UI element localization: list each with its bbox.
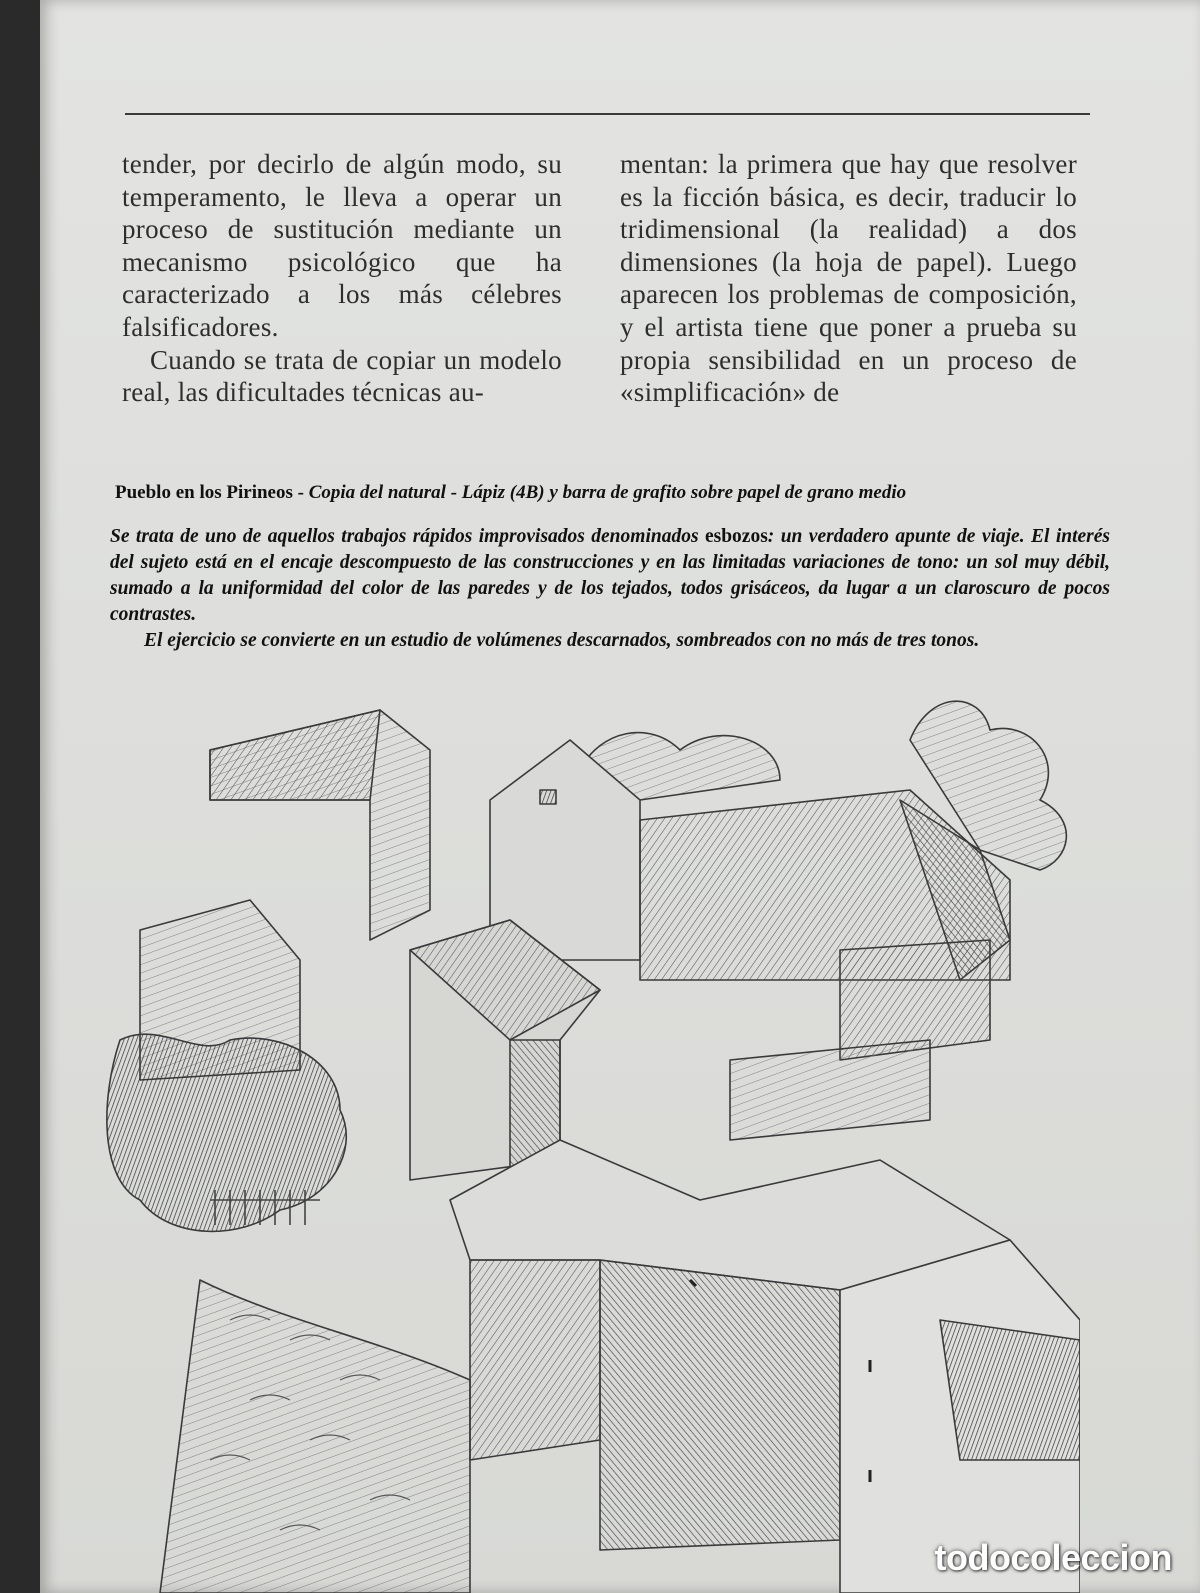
caption-separator: -: [292, 482, 309, 503]
description-text-1: Se trata de uno de aquellos trabajos rápidos improvisados denominados: [110, 526, 705, 547]
watermark-logo: todocoleccion: [934, 1537, 1172, 1578]
left-paragraph-1: tender, por decirlo de algún modo, su temperamento, le lleva a operar un proceso de sustitución mediante un mecanismo psicológico que ha caracterizado a los más célebres falsificadores.: [122, 149, 562, 342]
right-paragraph-1: mentan: la primera que hay que resolver es la ficción básica, es decir, traducir lo tridimensional (la realidad) a dos dimensiones (la hoja de papel). Luego aparecen los problemas de composición, y el artista tiene que poner a prueba su propia sensibilidad en un proceso de «simplificación» de: [620, 149, 1077, 408]
description-term: esbozos: [704, 526, 768, 547]
caption-title: Pueblo en los Pirineos: [115, 482, 293, 503]
book-page: [40, 0, 1200, 1593]
shrubs-left: [107, 1034, 346, 1231]
village-sketch-illustration: [80, 680, 1080, 1593]
figure-caption: [115, 482, 1105, 504]
street: [160, 1280, 470, 1593]
description-text-2: : un verdadero apunte de viaje. El interés del sujeto está en el encaje descompuesto de las construcciones y en las limitadas variaciones de tono: un sol muy débil, sumado a la uniformidad del color de las paredes y de los tejados, todos grisáceos, da lugar a un claroscuro de pocos contrastes.: [110, 526, 1110, 625]
right-column: [620, 148, 1077, 409]
caption-details: Copia del natural - Lápiz (4B) y barra de grafito sobre papel de grano medio: [308, 482, 907, 503]
description-paragraph-2: El ejercicio se convierte en un estudio de volúmenes descarnados, sombreados con no más de tres tonos.: [144, 630, 980, 651]
house-front-wall: [600, 1260, 840, 1550]
figure-description: [110, 524, 1110, 654]
left-paragraph-2: Cuando se trata de copiar un modelo real, las dificultades técnicas au-: [122, 344, 562, 408]
description-paragraph-1: [110, 524, 1110, 628]
left-column: [122, 148, 562, 409]
header-rule: [125, 113, 1090, 115]
